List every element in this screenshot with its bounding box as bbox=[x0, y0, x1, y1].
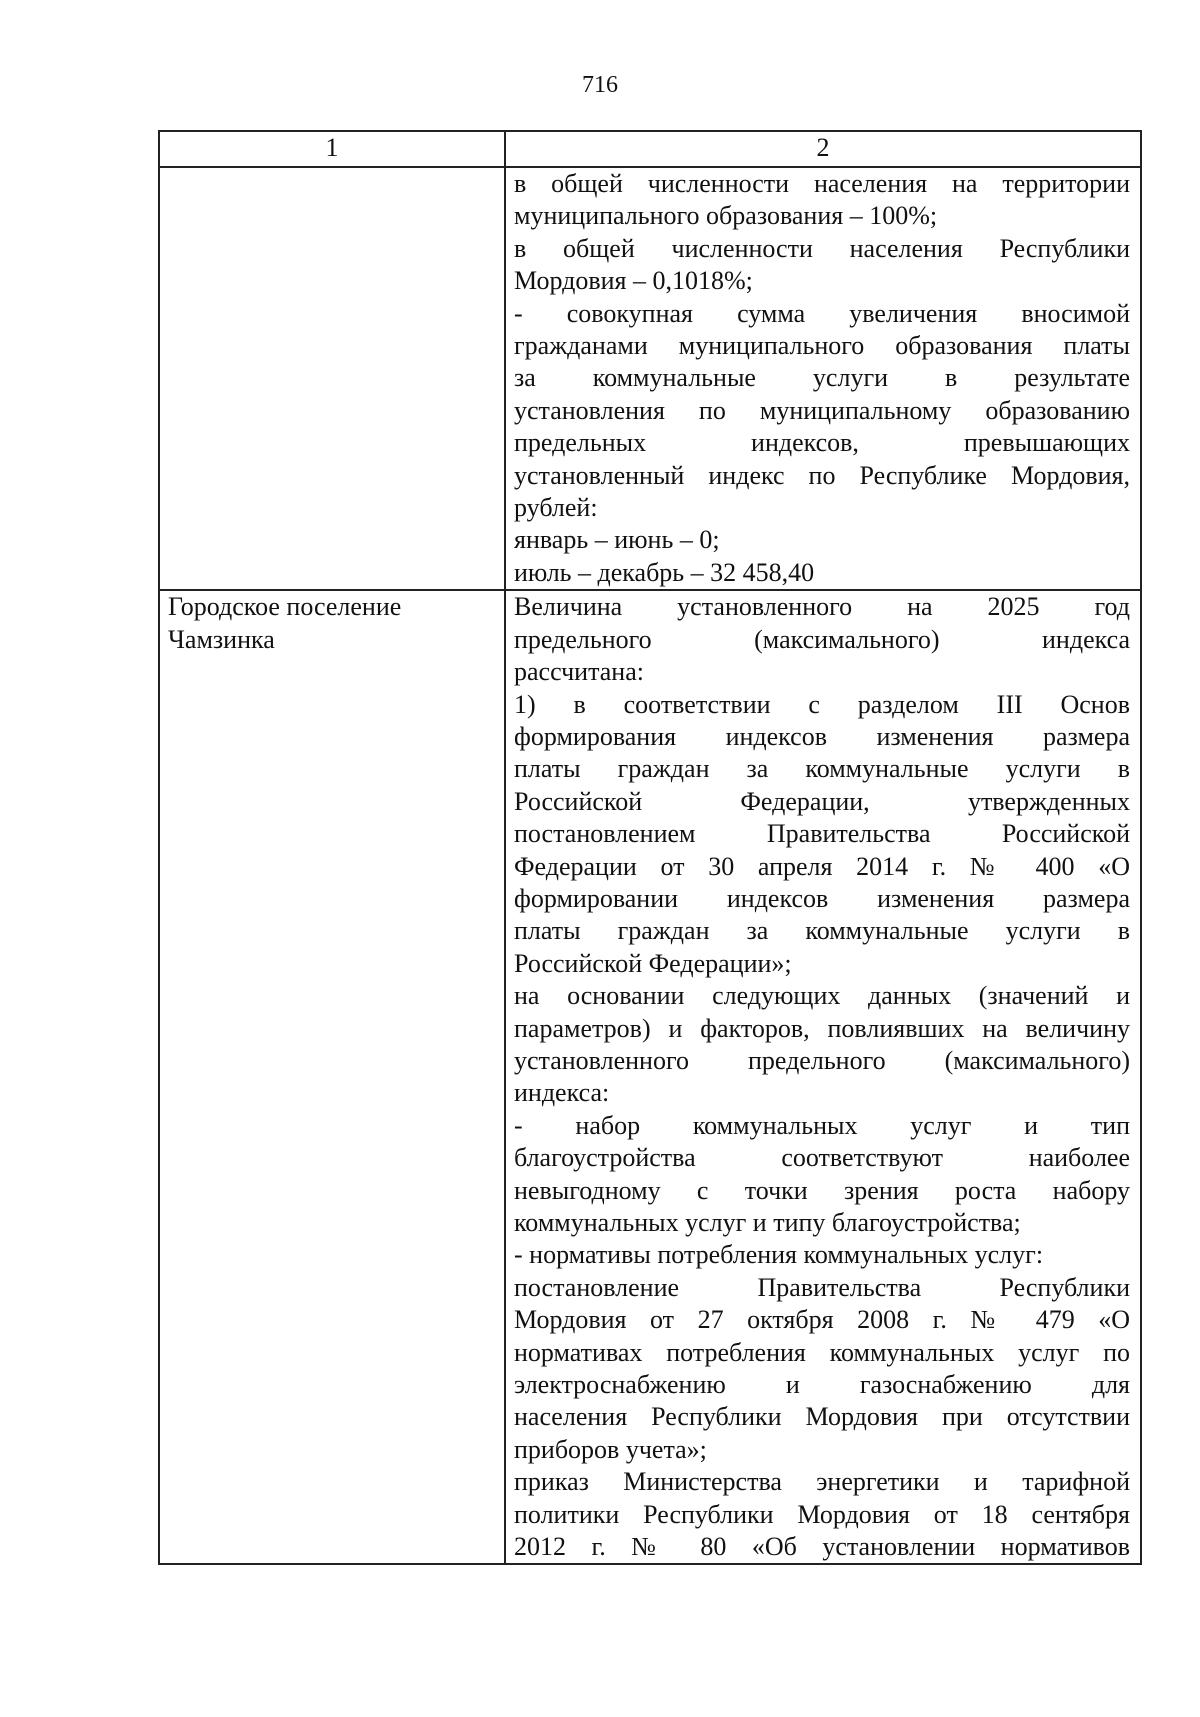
text-line: предельных индексов, превышающих bbox=[514, 428, 1130, 458]
text-line: Мордовия от 27 октября 2008 г. № 479 «О bbox=[514, 1305, 1130, 1335]
text-line: населения Республики Мордовия при отсутствии bbox=[514, 1402, 1130, 1432]
text-line: индекса: bbox=[514, 1078, 610, 1108]
municipality-name-cell bbox=[159, 590, 505, 1564]
text-line: платы граждан за коммунальные услуги в bbox=[514, 916, 1130, 946]
text-line: июль – декабрь – 32 458,40 bbox=[514, 557, 815, 587]
text-line: гражданами муниципального образования платы bbox=[514, 331, 1130, 361]
text-line: формировании индексов изменения размера bbox=[514, 883, 1130, 913]
text-line: приказ Министерства энергетики и тарифной bbox=[514, 1467, 1130, 1497]
text-line: приборов учета»; bbox=[514, 1434, 707, 1464]
text-line: муниципального образования – 100%; bbox=[514, 201, 938, 231]
text-line: нормативах потребления коммунальных услуг по bbox=[514, 1337, 1130, 1367]
text-line: установления по муниципальному образованию bbox=[514, 395, 1130, 425]
description-text bbox=[514, 168, 1130, 589]
text-line: формирования индексов изменения размера bbox=[514, 721, 1130, 751]
text-line: Федерации от 30 апреля 2014 г. № 400 «О bbox=[514, 851, 1130, 881]
table-row bbox=[159, 590, 1141, 1564]
text-line: - нормативы потребления коммунальных услуг: bbox=[514, 1240, 1044, 1270]
text-line: - набор коммунальных услуг и тип bbox=[514, 1110, 1130, 1140]
text-line: электроснабжению и газоснабжению для bbox=[514, 1370, 1130, 1400]
municipality-name-line: Городское поселение bbox=[168, 592, 402, 622]
description-cell bbox=[505, 590, 1141, 1564]
municipality-name-cell bbox=[159, 167, 505, 590]
description-text bbox=[514, 591, 1130, 1563]
text-line: предельного (максимального) индекса bbox=[514, 624, 1130, 654]
text-line: установленный индекс по Республике Мордовия, bbox=[514, 460, 1130, 490]
text-line: благоустройства соответствуют наиболее bbox=[514, 1143, 1130, 1173]
text-line: коммунальных услуг и типу благоустройства; bbox=[514, 1208, 1021, 1237]
text-line: постановление Правительства Республики bbox=[514, 1272, 1130, 1302]
column-header-2: 2 bbox=[505, 131, 1141, 167]
text-line: Российской Федерации, утвержденных bbox=[514, 786, 1130, 816]
column-header-1: 1 bbox=[159, 131, 505, 167]
table-header-row bbox=[159, 131, 1141, 167]
text-line: 2012 г. № 80 «Об установлении нормативов bbox=[514, 1532, 1130, 1562]
municipality-name-line: Чамзинка bbox=[168, 624, 275, 654]
text-line: платы граждан за коммунальные услуги в bbox=[514, 754, 1130, 784]
text-line: Величина установленного на 2025 год bbox=[514, 592, 1130, 622]
text-line: - совокупная сумма увеличения вносимой bbox=[514, 298, 1130, 328]
text-line: рассчитана: bbox=[514, 657, 644, 687]
text-line: Мордовия – 0,1018%; bbox=[514, 266, 753, 296]
text-line: рублей: bbox=[514, 493, 598, 523]
description-cell bbox=[505, 167, 1141, 590]
text-line: постановлением Правительства Российской bbox=[514, 819, 1130, 849]
text-line: 1) в соответствии с разделом III Основ bbox=[514, 689, 1130, 719]
text-line: установленного предельного (максимального) bbox=[514, 1045, 1130, 1075]
text-line: в общей численности населения Республики bbox=[514, 233, 1130, 263]
text-line: политики Республики Мордовия от 18 сентября bbox=[514, 1499, 1130, 1529]
text-line: январь – июнь – 0; bbox=[514, 525, 720, 555]
text-line: в общей численности населения на территории bbox=[514, 169, 1130, 198]
text-line: невыгодному с точки зрения роста набору bbox=[514, 1175, 1130, 1205]
text-line: за коммунальные услуги в результате bbox=[514, 363, 1130, 393]
document-table bbox=[158, 130, 1142, 1565]
text-line: параметров) и факторов, повлиявших на величину bbox=[514, 1013, 1130, 1043]
text-line: Российской Федерации»; bbox=[514, 948, 792, 978]
page-number: 716 bbox=[582, 72, 618, 98]
text-line: на основании следующих данных (значений и bbox=[514, 981, 1130, 1011]
table-row bbox=[159, 167, 1141, 590]
